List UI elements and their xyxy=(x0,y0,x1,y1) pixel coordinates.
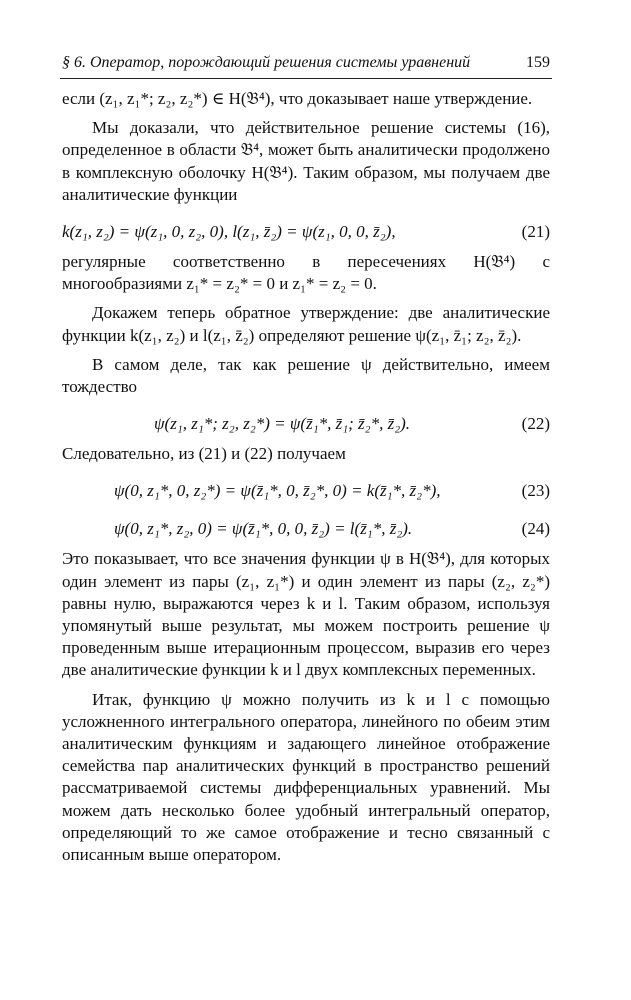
equation-23-text: ψ(0, z₁*, 0, z₂*) = ψ(z̄₁*, 0, z̄₂*, 0) = k(z̄₁*, z̄₂*), xyxy=(114,481,441,501)
equation-24-number: (24) xyxy=(521,519,550,539)
running-header xyxy=(62,52,550,74)
equation-24-text: ψ(0, z₁*, z₂, 0) = ψ(z̄₁*, 0, 0, z̄₂) = l(z̄₁*, z̄₂). xyxy=(114,519,413,539)
header-rule xyxy=(60,78,552,79)
equation-21 xyxy=(62,213,550,251)
equation-23 xyxy=(62,472,550,510)
equation-21-number: (21) xyxy=(521,222,550,242)
equation-21-text: k(z₁, z₂) = ψ(z₁, 0, z₂, 0), l(z₁, z̄₂) = ψ(z₁, 0, 0, z̄₂), xyxy=(62,222,396,242)
paragraph-6: Следовательно, из (21) и (22) получаем xyxy=(62,444,346,464)
page-number: 159 xyxy=(526,54,550,71)
paragraph-5: В самом деле, так как решение ψ действительно, имеем тождество xyxy=(62,354,550,397)
paragraph-3: регулярные соответственно в пересечениях H(𝔅⁴) с многообразиями z₁* = z₂* = 0 и z₁* = z₂ = 0. xyxy=(62,252,550,294)
paragraph-8: Итак, функцию ψ можно получить из k и l с помощью усложненного интегрального оператора, линейного по обеим этим аналитическим функциям и задающего линейное отображение семейства пар аналитических функций в пространство решений рассматриваемой системы дифференциальных уравнений. Мы можем дать несколько более удобный интегральный оператор, определяющий то же самое отображение и тесно связанный с описанным выше оператором. xyxy=(62,689,550,865)
page-body xyxy=(62,88,550,873)
equation-23-number: (23) xyxy=(521,481,550,501)
paragraph-7: Это показывает, что все значения функции ψ в H(𝔅⁴), для которых один элемент из пары (z₁, z₁*) и один элемент из пары (z₂, z₂*) равны нулю, выражаются через k и l. Таким образом, используя упомянутый выше результат, мы можем построить решение ψ проведенным выше итерационным процессом, выразив его через две аналитические функции k и l двух комплексных переменных. xyxy=(62,549,550,680)
equation-22-number: (22) xyxy=(521,414,550,434)
paragraph-2: Мы доказали, что действительное решение системы (16), определенное в области 𝔅⁴, может быть аналитически продолжено в комплексную оболочку H(𝔅⁴). Таким образом, мы получаем две аналитические функции xyxy=(62,118,550,204)
paragraph-4: Докажем теперь обратное утверждение: две аналитические функции k(z₁, z₂) и l(z₁, z̄₂) определяют решение ψ(z₁, z̄₁; z₂, z̄₂). xyxy=(62,303,550,345)
section-title: § 6. Оператор, порождающий решения системы уравнений xyxy=(62,54,471,71)
equation-24 xyxy=(62,510,550,548)
paragraph-1: если (z₁, z₁*; z₂, z₂*) ∈ H(𝔅⁴), что доказывает наше утверждение. xyxy=(62,89,533,108)
equation-22-text: ψ(z₁, z₁*; z₂, z₂*) = ψ(z̄₁*, z̄₁; z̄₂*, z̄₂). xyxy=(154,414,411,434)
equation-22 xyxy=(62,405,550,443)
